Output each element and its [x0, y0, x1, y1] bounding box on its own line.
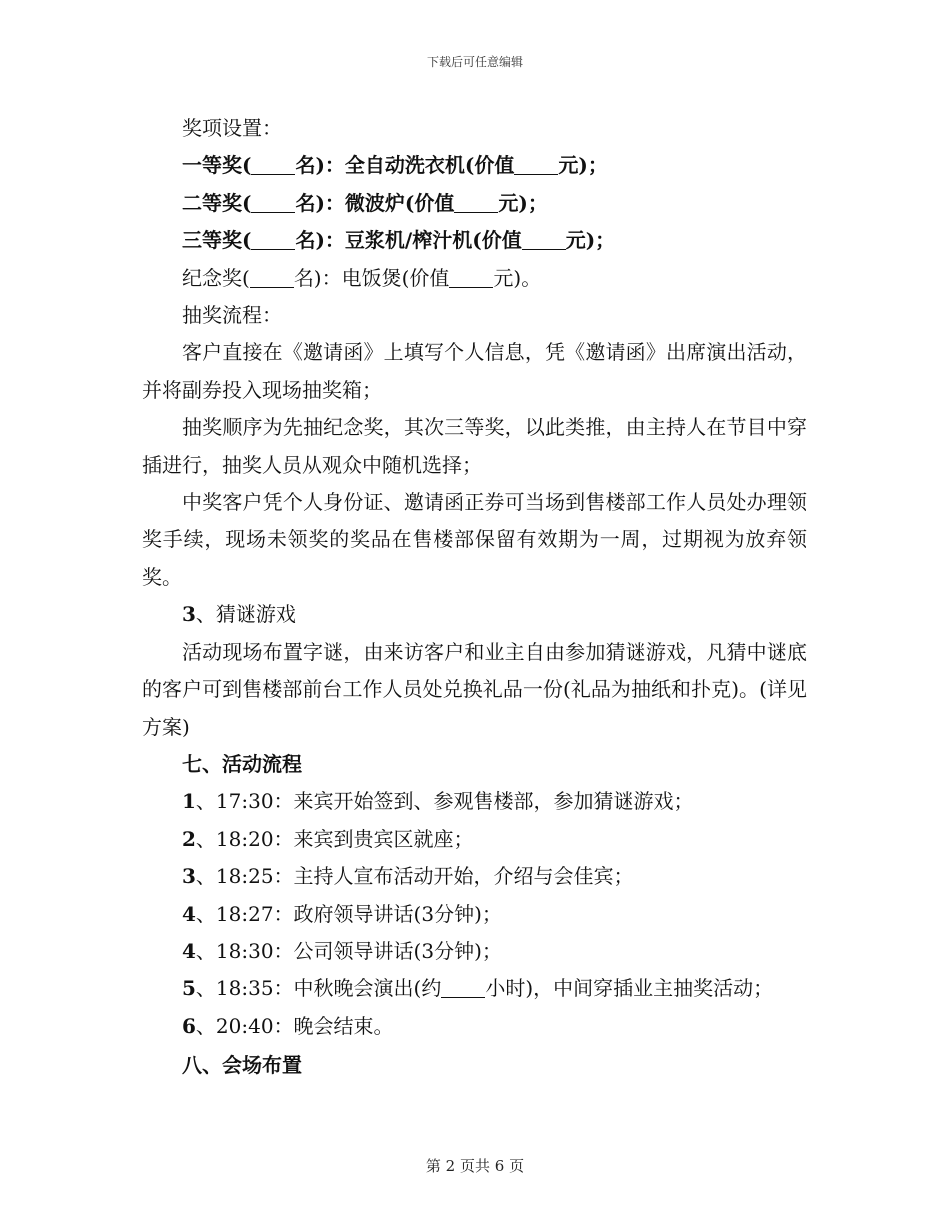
blank-line — [250, 267, 294, 288]
awards-heading: 奖项设置： — [182, 116, 282, 140]
blank-line — [522, 229, 566, 250]
schedule-item: 4、18:27：政府领导讲话(3分钟)； — [182, 901, 502, 926]
award-third: 三等奖( 名)：豆浆机/榨汁机(价值 元)； — [182, 228, 616, 253]
lottery-paragraph-3: 中奖客户凭个人身份证、邀请函正券可当场到售楼部工作人员处办理领奖手续，现场未领奖的奖品在售楼部保留有效期为一周，过期视为放弃领奖。 — [142, 490, 807, 589]
schedule-item: 2、18:20：来宾到贵宾区就座； — [182, 826, 474, 851]
schedule-item: 4、18:30：公司领导讲话(3分钟)； — [182, 938, 502, 963]
riddle-paragraph: 活动现场布置字谜，由来访客户和业主自由参加猜谜游戏，凡猜中谜底的客户可到售楼部前台工作人员处兑换礼品一份(礼品为抽纸和扑克)。(详见方案) — [142, 639, 807, 739]
blank-line — [514, 154, 558, 175]
award-second: 二等奖( 名)：微波炉(价值 元)； — [182, 190, 548, 215]
section-7-heading: 七、活动流程 — [182, 751, 302, 776]
riddle-heading: 3、猜谜游戏 — [182, 602, 296, 627]
award-first: 一等奖( 名)：全自动洗衣机(价值 元)； — [182, 153, 608, 178]
lottery-heading: 抽奖流程： — [182, 303, 282, 328]
page-footer: 第 2 页共 6 页 — [425, 1157, 525, 1175]
blank-line — [251, 192, 295, 213]
blank-line — [251, 229, 295, 250]
blank-line — [441, 977, 485, 998]
award-souvenir: 纪念奖( 名)：电饭煲(价值 元)。 — [182, 265, 542, 290]
schedule-item: 1、17:30：来宾开始签到、参观售楼部，参加猜谜游戏； — [182, 789, 694, 814]
blank-line — [449, 267, 493, 288]
blank-line — [251, 154, 295, 175]
lottery-paragraph-1: 客户直接在《邀请函》上填写个人信息，凭《邀请函》出席演出活动，并将副券投入现场抽奖箱； — [142, 340, 807, 402]
page-header: 下载后可任意编辑 — [426, 55, 523, 69]
blank-line — [454, 192, 498, 213]
lottery-paragraph-2: 抽奖顺序为先抽纪念奖，其次三等奖，以此类推，由主持人在节目中穿插进行，抽奖人员从观众中随机选择； — [142, 415, 807, 477]
section-8-heading: 八、会场布置 — [182, 1053, 302, 1078]
schedule-item: 3、18:25：主持人宣布活动开始，介绍与会佳宾； — [182, 864, 634, 889]
schedule-item: 6、20:40：晚会结束。 — [182, 1013, 394, 1038]
schedule-item: 5、18:35：中秋晚会演出(约 小时)，中间穿插业主抽奖活动； — [182, 976, 774, 1001]
document-body — [142, 110, 807, 1085]
